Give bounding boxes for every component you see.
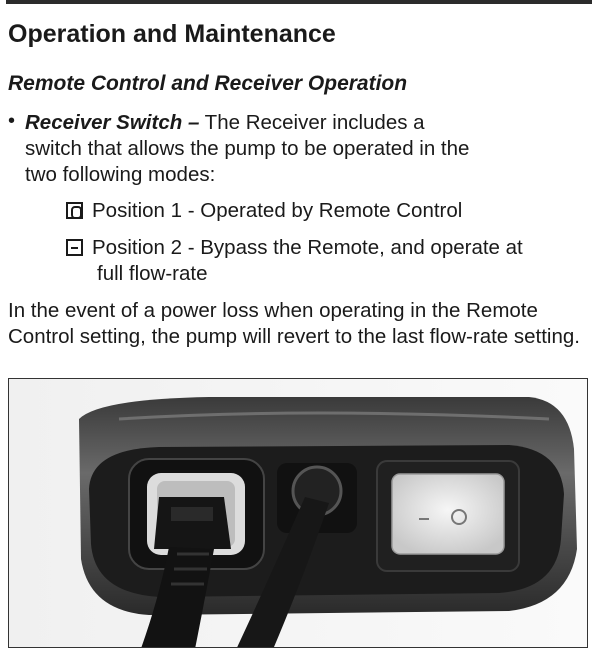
mode-position-2-continuation: full flow-rate <box>97 262 208 285</box>
subsection-title: Remote Control and Receiver Operation <box>8 72 408 95</box>
mode-position-2 <box>66 235 586 287</box>
section-title: Operation and Maintenance <box>8 20 336 48</box>
receiver-switch-description: The Receiver includes a switch that allows the pump to be operated in the two following modes: <box>25 111 470 186</box>
receiver-switch-term: Receiver Switch – <box>25 111 200 134</box>
mode-position-1-label: Position 1 - Operated by Remote Control <box>92 199 463 222</box>
receiver-photo-illustration <box>9 379 588 648</box>
dash-switch-icon <box>66 239 83 256</box>
mode-position-2-label: Position 2 - Bypass the Remote, and operate at <box>92 236 523 259</box>
mode-position-1 <box>66 198 586 224</box>
receiver-photo <box>8 378 588 648</box>
top-rule <box>6 0 592 4</box>
bullet-icon: • <box>8 110 16 132</box>
circle-o-switch-icon <box>66 202 83 219</box>
power-loss-note: In the event of a power loss when operating in the Remote Control setting, the pump will revert to the last flow-rate setting. <box>8 299 580 348</box>
receiver-switch-paragraph <box>25 110 480 188</box>
